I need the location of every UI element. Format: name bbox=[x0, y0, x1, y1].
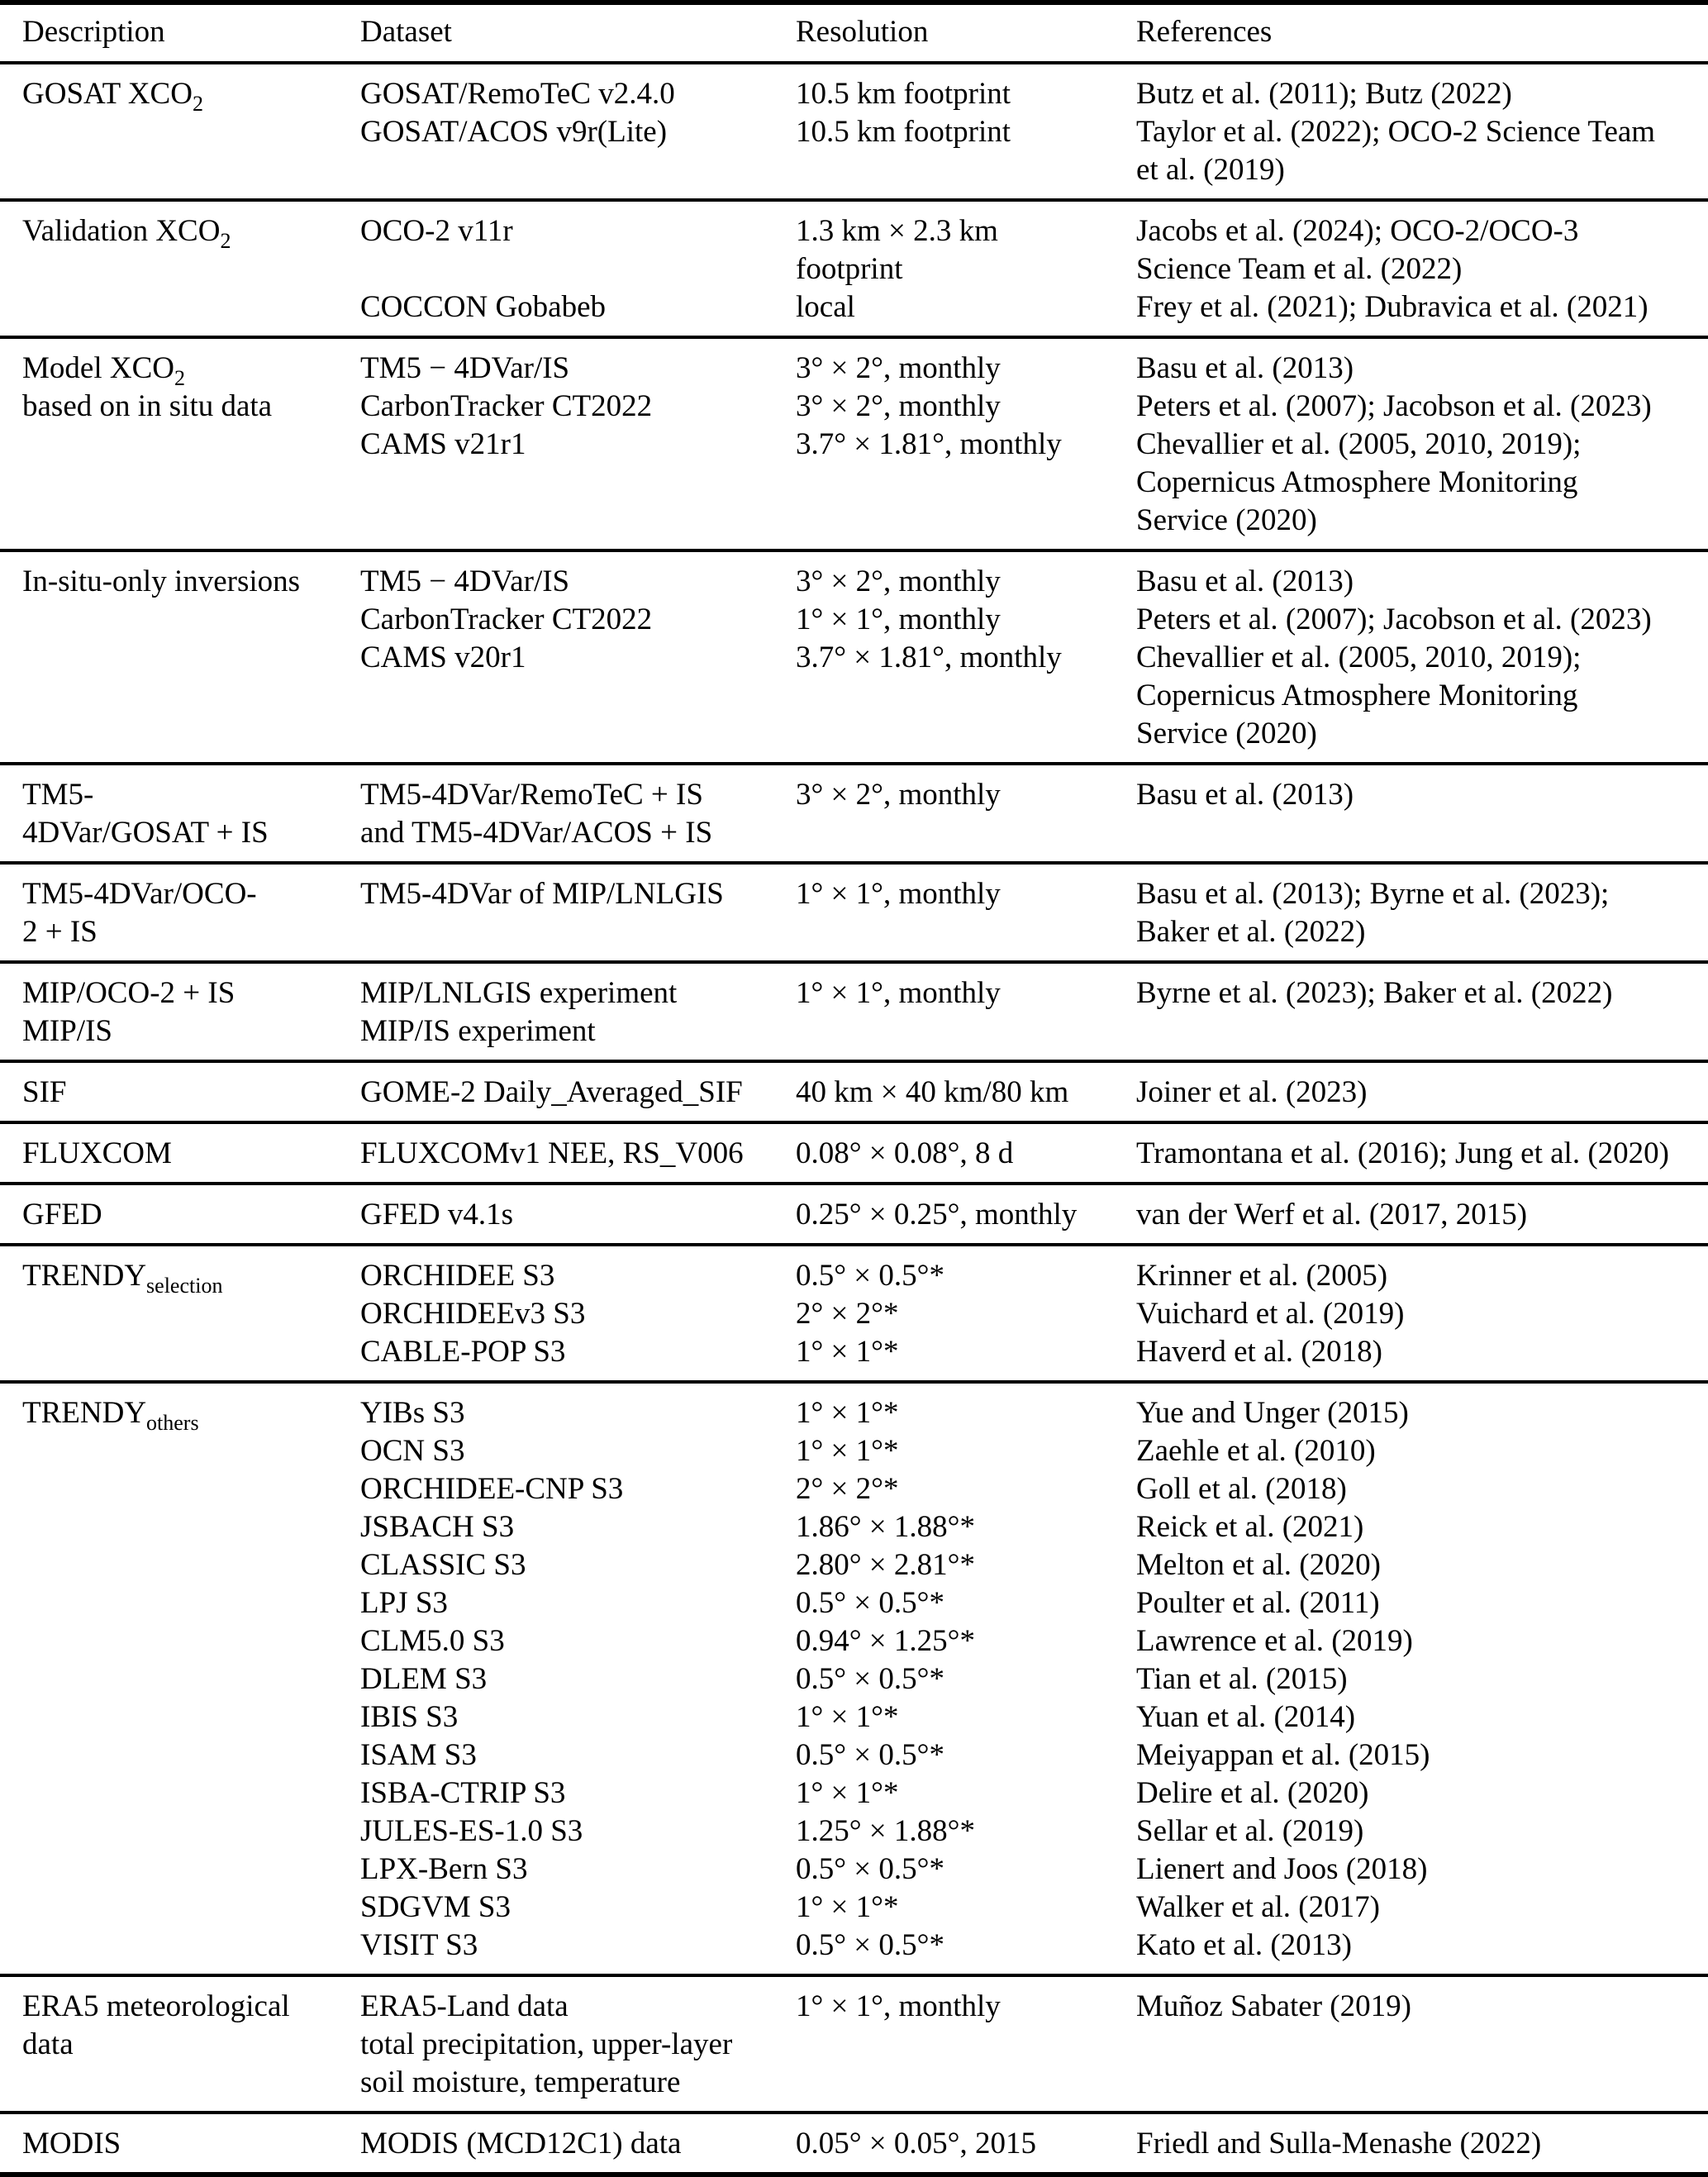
header-cell-references bbox=[1136, 13, 1708, 51]
cell-resolution bbox=[796, 75, 1136, 189]
cell-line: 1.25° × 1.88°* bbox=[796, 1814, 975, 1848]
cell-line: Basu et al. (2013) bbox=[1136, 564, 1354, 598]
cell-line: JSBACH S3 bbox=[360, 1510, 515, 1544]
cell-line: Zaehle et al. (2010) bbox=[1136, 1434, 1376, 1468]
cell-dataset bbox=[360, 1196, 796, 1234]
cell-line: SIF bbox=[22, 1075, 67, 1109]
cell-line: 0.5° × 0.5°* bbox=[796, 1852, 944, 1886]
cell-resolution bbox=[796, 350, 1136, 540]
cell-line: $TRENDY_{selection}$ bbox=[22, 1259, 223, 1298]
cell-line: Haverd et al. (2018) bbox=[1136, 1335, 1382, 1369]
cell-dataset bbox=[360, 563, 796, 753]
cell-line: 1.3 km × 2.3 km bbox=[796, 214, 998, 248]
subscript-text: 2 bbox=[192, 92, 203, 116]
cell-references bbox=[1136, 1257, 1708, 1371]
table-row bbox=[22, 339, 1708, 549]
table-row bbox=[22, 1384, 1708, 1974]
cell-references bbox=[1136, 776, 1708, 852]
cell-dataset bbox=[360, 212, 796, 326]
cell-line: 1° × 1°, monthly bbox=[796, 976, 1001, 1010]
cell-line: total precipitation, upper-layer bbox=[360, 2027, 733, 2061]
cell-line: In-situ-only inversions bbox=[22, 564, 301, 598]
cell-line: Krinner et al. (2005) bbox=[1136, 1259, 1388, 1293]
cell-line: Science Team et al. (2022) bbox=[1136, 252, 1463, 286]
cell-line: Validation $XCO_2$ bbox=[22, 214, 231, 253]
cell-resolution bbox=[796, 776, 1136, 852]
cell-resolution bbox=[796, 1196, 1136, 1234]
cell-line: Service (2020) bbox=[1136, 503, 1317, 537]
cell-line: DLEM S3 bbox=[360, 1662, 488, 1696]
cell-line: 3° × 2°, monthly bbox=[796, 778, 1001, 812]
cell-references bbox=[1136, 350, 1708, 540]
cell-line: 3° × 2°, monthly bbox=[796, 389, 1001, 423]
table-header-row bbox=[22, 5, 1708, 61]
cell-resolution bbox=[796, 1394, 1136, 1965]
row-divider-rule bbox=[0, 861, 1708, 865]
cell-line: MODIS bbox=[22, 2127, 121, 2160]
cell-line: GOSAT/ACOS v9r(Lite) bbox=[360, 115, 668, 149]
cell-line: 1° × 1°* bbox=[796, 1700, 899, 1734]
cell-line: Poulter et al. (2011) bbox=[1136, 1586, 1380, 1620]
cell-line: 1° × 1°, monthly bbox=[796, 603, 1001, 636]
cell-resolution bbox=[796, 875, 1136, 951]
cell-line: 0.5° × 0.5°* bbox=[796, 1738, 944, 1772]
cell-line: 0.5° × 0.5°* bbox=[796, 1259, 944, 1293]
cell-resolution bbox=[796, 1135, 1136, 1173]
header-label-resolution: Resolution bbox=[796, 15, 929, 49]
row-divider-rule bbox=[0, 336, 1708, 339]
cell-line: et al. (2019) bbox=[1136, 153, 1285, 187]
cell-line: ERA5-Land data bbox=[360, 1989, 569, 2023]
cell-line: IBIS S3 bbox=[360, 1700, 459, 1734]
table-row bbox=[22, 2114, 1708, 2172]
cell-line: TM5-4DVar/RemoTeC + IS bbox=[360, 778, 703, 812]
table-bottom-rule bbox=[0, 2172, 1708, 2177]
cell-line: based on in situ data bbox=[22, 389, 273, 423]
cell-line: Reick et al. (2021) bbox=[1136, 1510, 1364, 1544]
cell-references bbox=[1136, 2125, 1708, 2163]
cell-line: MIP/OCO-2 + IS bbox=[22, 976, 236, 1010]
cell-description bbox=[22, 1196, 360, 1234]
cell-line: 2.80° × 2.81°* bbox=[796, 1548, 975, 1582]
cell-dataset bbox=[360, 875, 796, 951]
cell-line: MIP/IS bbox=[22, 1014, 112, 1048]
cell-line: MODIS (MCD12C1) data bbox=[360, 2127, 682, 2160]
cell-line: 2° × 2°* bbox=[796, 1297, 899, 1331]
cell-line: SDGVM S3 bbox=[360, 1890, 511, 1924]
row-divider-rule bbox=[0, 549, 1708, 552]
cell-line: Lawrence et al. (2019) bbox=[1136, 1624, 1413, 1658]
row-divider-rule bbox=[0, 1182, 1708, 1185]
cell-line: 3° × 2°, monthly bbox=[796, 351, 1001, 385]
cell-line: Meiyappan et al. (2015) bbox=[1136, 1738, 1430, 1772]
cell-line: CarbonTracker CT2022 bbox=[360, 603, 653, 636]
header-cell-resolution bbox=[796, 13, 1136, 51]
cell-line: 1° × 1°* bbox=[796, 1890, 899, 1924]
subscript-text: 2 bbox=[174, 366, 185, 390]
cell-line: GOME-2 Daily_Averaged_SIF bbox=[360, 1075, 743, 1109]
cell-references bbox=[1136, 1074, 1708, 1112]
cell-line: CLM5.0 S3 bbox=[360, 1624, 505, 1658]
cell-line: 10.5 km footprint bbox=[796, 115, 1011, 149]
cell-line: CAMS v20r1 bbox=[360, 641, 526, 674]
cell-line: CarbonTracker CT2022 bbox=[360, 389, 653, 423]
cell-line: Taylor et al. (2022); OCO-2 Science Team bbox=[1136, 115, 1656, 149]
cell-line: 0.5° × 0.5°* bbox=[796, 1928, 944, 1962]
header-label-references: References bbox=[1136, 15, 1273, 49]
cell-description bbox=[22, 1988, 360, 2102]
cell-line: TM5-4DVar of MIP/LNLGIS bbox=[360, 877, 724, 911]
cell-line: Friedl and Sulla-Menashe (2022) bbox=[1136, 2127, 1542, 2160]
table-row bbox=[22, 964, 1708, 1060]
cell-line: GFED bbox=[22, 1198, 102, 1231]
row-divider-rule bbox=[0, 1974, 1708, 1977]
cell-description bbox=[22, 875, 360, 951]
cell-line: and TM5-4DVar/ACOS + IS bbox=[360, 816, 713, 850]
cell-line: LPJ S3 bbox=[360, 1586, 448, 1620]
cell-line: Jacobs et al. (2024); OCO-2/OCO-3 bbox=[1136, 214, 1579, 248]
row-divider-rule bbox=[0, 1380, 1708, 1384]
table-row bbox=[22, 552, 1708, 762]
header-label-dataset: Dataset bbox=[360, 15, 452, 49]
cell-line: 0.94° × 1.25°* bbox=[796, 1624, 975, 1658]
cell-line: CABLE-POP S3 bbox=[360, 1335, 566, 1369]
header-label-description: Description bbox=[22, 15, 165, 49]
cell-description bbox=[22, 75, 360, 189]
cell-description bbox=[22, 563, 360, 753]
cell-dataset bbox=[360, 1257, 796, 1371]
cell-line: Peters et al. (2007); Jacobson et al. (2023) bbox=[1136, 603, 1652, 636]
cell-line: GOSAT/RemoTeC v2.4.0 bbox=[360, 77, 675, 111]
cell-line: GOSAT $XCO_2$ bbox=[22, 77, 203, 116]
cell-description bbox=[22, 1135, 360, 1173]
cell-line: $TRENDY_{others}$ bbox=[22, 1396, 199, 1435]
cell-line: soil moisture, temperature bbox=[360, 2065, 681, 2099]
cell-line: 1° × 1°, monthly bbox=[796, 877, 1001, 911]
cell-line: 1° × 1°* bbox=[796, 1396, 899, 1430]
cell-references bbox=[1136, 1196, 1708, 1234]
cell-resolution bbox=[796, 1988, 1136, 2102]
cell-line: 0.08° × 0.08°, 8 d bbox=[796, 1136, 1014, 1170]
cell-line: 1° × 1°* bbox=[796, 1335, 899, 1369]
cell-resolution bbox=[796, 1257, 1136, 1371]
cell-line: Muñoz Sabater (2019) bbox=[1136, 1989, 1411, 2023]
cell-resolution bbox=[796, 212, 1136, 326]
cell-line: 0.05° × 0.05°, 2015 bbox=[796, 2127, 1036, 2160]
cell-line: Vuichard et al. (2019) bbox=[1136, 1297, 1405, 1331]
cell-line: Yuan et al. (2014) bbox=[1136, 1700, 1356, 1734]
cell-references bbox=[1136, 1394, 1708, 1965]
cell-line: TM5 − 4DVar/IS bbox=[360, 351, 570, 385]
cell-references bbox=[1136, 974, 1708, 1050]
cell-references bbox=[1136, 563, 1708, 753]
cell-line: MIP/LNLGIS experiment bbox=[360, 976, 678, 1010]
cell-line: 1° × 1°* bbox=[796, 1776, 899, 1810]
cell-line: Melton et al. (2020) bbox=[1136, 1548, 1381, 1582]
cell-line: ORCHIDEEv3 S3 bbox=[360, 1297, 586, 1331]
table-row bbox=[22, 865, 1708, 960]
row-divider-rule bbox=[0, 1060, 1708, 1063]
cell-line: Basu et al. (2013) bbox=[1136, 778, 1354, 812]
cell-line: COCCON Gobabeb bbox=[360, 290, 607, 324]
cell-dataset bbox=[360, 350, 796, 540]
cell-line: footprint bbox=[796, 252, 903, 286]
table-body bbox=[22, 64, 1708, 2172]
cell-line: 2° × 2°* bbox=[796, 1472, 899, 1506]
cell-line: 1° × 1°, monthly bbox=[796, 1989, 1001, 2023]
header-bottom-rule bbox=[0, 61, 1708, 64]
cell-line: Goll et al. (2018) bbox=[1136, 1472, 1347, 1506]
cell-line: Service (2020) bbox=[1136, 717, 1317, 750]
cell-line: JULES-ES-1.0 S3 bbox=[360, 1814, 583, 1848]
cell-line: Baker et al. (2022) bbox=[1136, 915, 1366, 949]
cell-line: ISAM S3 bbox=[360, 1738, 477, 1772]
cell-line: 40 km × 40 km/80 km bbox=[796, 1075, 1069, 1109]
cell-line: 3° × 2°, monthly bbox=[796, 564, 1001, 598]
cell-line: Model $XCO_2$ bbox=[22, 351, 185, 390]
cell-references bbox=[1136, 75, 1708, 189]
cell-line: Butz et al. (2011); Butz (2022) bbox=[1136, 77, 1512, 111]
cell-line: Delire et al. (2020) bbox=[1136, 1776, 1369, 1810]
cell-line: TM5- bbox=[22, 778, 94, 812]
cell-dataset bbox=[360, 974, 796, 1050]
row-divider-rule bbox=[0, 960, 1708, 964]
cell-line: 10.5 km footprint bbox=[796, 77, 1011, 111]
subscript-text: 2 bbox=[220, 229, 231, 253]
cell-dataset bbox=[360, 776, 796, 852]
cell-dataset bbox=[360, 1074, 796, 1112]
cell-line: Byrne et al. (2023); Baker et al. (2022) bbox=[1136, 976, 1613, 1010]
cell-description bbox=[22, 974, 360, 1050]
cell-line bbox=[360, 250, 796, 288]
table-row bbox=[22, 765, 1708, 861]
cell-line: 2 + IS bbox=[22, 915, 98, 949]
cell-dataset bbox=[360, 1135, 796, 1173]
cell-description bbox=[22, 350, 360, 540]
cell-line: 3.7° × 1.81°, monthly bbox=[796, 427, 1062, 461]
table-row bbox=[22, 1977, 1708, 2111]
table-row bbox=[22, 64, 1708, 198]
cell-line: Chevallier et al. (2005, 2010, 2019); bbox=[1136, 641, 1582, 674]
cell-description bbox=[22, 212, 360, 326]
cell-description bbox=[22, 776, 360, 852]
cell-references bbox=[1136, 1988, 1708, 2102]
cell-line: 0.25° × 0.25°, monthly bbox=[796, 1198, 1078, 1231]
cell-description bbox=[22, 2125, 360, 2163]
row-divider-rule bbox=[0, 1243, 1708, 1246]
cell-dataset bbox=[360, 2125, 796, 2163]
cell-line: Yue and Unger (2015) bbox=[1136, 1396, 1409, 1430]
cell-description bbox=[22, 1257, 360, 1371]
cell-line: Lienert and Joos (2018) bbox=[1136, 1852, 1428, 1886]
subscript-text: others bbox=[146, 1411, 199, 1435]
cell-line: ERA5 meteorological bbox=[22, 1989, 290, 2023]
cell-line: YIBs S3 bbox=[360, 1396, 465, 1430]
row-divider-rule bbox=[0, 198, 1708, 202]
cell-line: CLASSIC S3 bbox=[360, 1548, 526, 1582]
cell-line: Chevallier et al. (2005, 2010, 2019); bbox=[1136, 427, 1582, 461]
cell-line: Sellar et al. (2019) bbox=[1136, 1814, 1364, 1848]
cell-line: 0.5° × 0.5°* bbox=[796, 1586, 944, 1620]
cell-line: van der Werf et al. (2017, 2015) bbox=[1136, 1198, 1528, 1231]
cell-resolution bbox=[796, 1074, 1136, 1112]
subscript-text: selection bbox=[146, 1274, 223, 1298]
cell-line: TM5-4DVar/OCO- bbox=[22, 877, 257, 911]
table-row bbox=[22, 1185, 1708, 1243]
cell-line: 4DVar/GOSAT + IS bbox=[22, 816, 269, 850]
cell-line: Frey et al. (2021); Dubravica et al. (2021) bbox=[1136, 290, 1649, 324]
cell-line: CAMS v21r1 bbox=[360, 427, 526, 461]
cell-line: Walker et al. (2017) bbox=[1136, 1890, 1380, 1924]
row-divider-rule bbox=[0, 2111, 1708, 2114]
cell-line: FLUXCOMv1 NEE, RS_V006 bbox=[360, 1136, 744, 1170]
cell-line: local bbox=[796, 290, 855, 324]
cell-line: GFED v4.1s bbox=[360, 1198, 514, 1231]
table-row bbox=[22, 202, 1708, 336]
cell-line: data bbox=[22, 2027, 74, 2061]
cell-line: LPX-Bern S3 bbox=[360, 1852, 528, 1886]
table-row bbox=[22, 1246, 1708, 1380]
cell-references bbox=[1136, 1135, 1708, 1173]
cell-line: Tramontana et al. (2016); Jung et al. (2020) bbox=[1136, 1136, 1669, 1170]
table-row bbox=[22, 1124, 1708, 1182]
cell-line: ORCHIDEE S3 bbox=[360, 1259, 555, 1293]
cell-references bbox=[1136, 212, 1708, 326]
header-cell-description bbox=[22, 13, 360, 51]
cell-line: 1.86° × 1.88°* bbox=[796, 1510, 975, 1544]
cell-description bbox=[22, 1394, 360, 1965]
cell-line: Peters et al. (2007); Jacobson et al. (2023) bbox=[1136, 389, 1652, 423]
cell-description bbox=[22, 1074, 360, 1112]
cell-line: Kato et al. (2013) bbox=[1136, 1928, 1352, 1962]
cell-line: 0.5° × 0.5°* bbox=[796, 1662, 944, 1696]
cell-line: 1° × 1°* bbox=[796, 1434, 899, 1468]
cell-line: Basu et al. (2013); Byrne et al. (2023); bbox=[1136, 877, 1610, 911]
cell-line: Basu et al. (2013) bbox=[1136, 351, 1354, 385]
table-row bbox=[22, 1063, 1708, 1121]
cell-line: VISIT S3 bbox=[360, 1928, 478, 1962]
cell-resolution bbox=[796, 563, 1136, 753]
cell-line: FLUXCOM bbox=[22, 1136, 172, 1170]
table-top-rule bbox=[0, 0, 1708, 5]
row-divider-rule bbox=[0, 1121, 1708, 1124]
cell-line: OCN S3 bbox=[360, 1434, 465, 1468]
header-cell-dataset bbox=[360, 13, 796, 51]
cell-line: 3.7° × 1.81°, monthly bbox=[796, 641, 1062, 674]
cell-line: MIP/IS experiment bbox=[360, 1014, 596, 1048]
cell-dataset bbox=[360, 1394, 796, 1965]
row-divider-rule bbox=[0, 762, 1708, 765]
cell-line: Copernicus Atmosphere Monitoring bbox=[1136, 679, 1578, 712]
cell-line: ISBA-CTRIP S3 bbox=[360, 1776, 566, 1810]
cell-resolution bbox=[796, 2125, 1136, 2163]
cell-line: ORCHIDEE-CNP S3 bbox=[360, 1472, 624, 1506]
cell-line: Copernicus Atmosphere Monitoring bbox=[1136, 465, 1578, 499]
cell-resolution bbox=[796, 974, 1136, 1050]
cell-line: Tian et al. (2015) bbox=[1136, 1662, 1348, 1696]
cell-references bbox=[1136, 875, 1708, 951]
cell-line: TM5 − 4DVar/IS bbox=[360, 564, 570, 598]
cell-dataset bbox=[360, 1988, 796, 2102]
cell-dataset bbox=[360, 75, 796, 189]
cell-line: Joiner et al. (2023) bbox=[1136, 1075, 1368, 1109]
cell-line: OCO-2 v11r bbox=[360, 214, 513, 248]
